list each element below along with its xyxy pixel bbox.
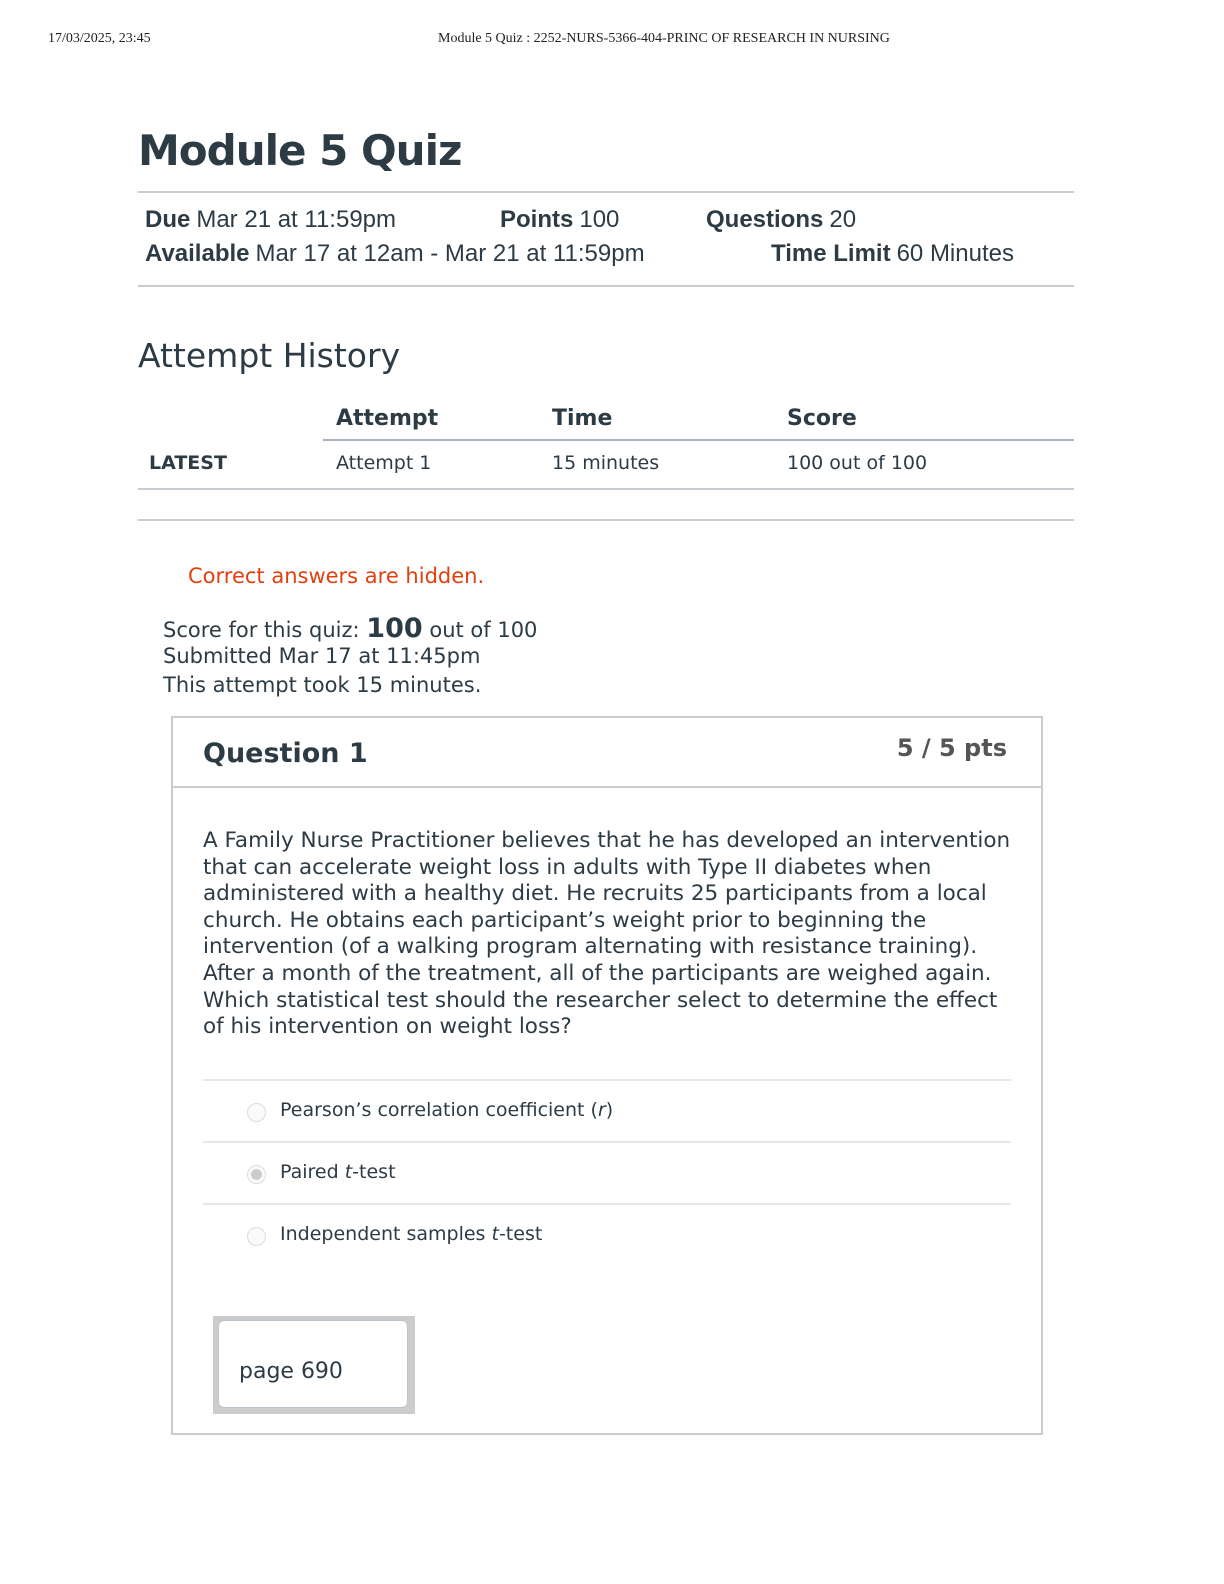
print-page-title: Module 5 Quiz : 2252-NURS-5366-404-PRINC OF RESEARCH IN NURSING xyxy=(438,31,890,46)
divider xyxy=(138,488,1074,490)
column-header-attempt: Attempt xyxy=(336,406,439,431)
question-header xyxy=(173,718,1041,788)
answer-text: Paired xyxy=(280,1161,345,1183)
due-value: Mar 21 at 11:59pm xyxy=(196,206,397,233)
divider xyxy=(323,439,1074,441)
score-suffix: out of 100 xyxy=(422,618,538,642)
radio-button[interactable] xyxy=(247,1227,266,1246)
questions-info xyxy=(706,206,856,234)
answer-label xyxy=(280,1223,542,1245)
answer-italic: r xyxy=(597,1099,606,1121)
answer-label xyxy=(280,1161,396,1183)
time-limit-info xyxy=(771,240,1014,268)
answer-text: ) xyxy=(605,1099,614,1121)
points-info xyxy=(500,206,619,234)
due-label: Due xyxy=(145,206,191,233)
column-header-score: Score xyxy=(787,406,857,431)
answer-label xyxy=(280,1099,613,1121)
time-limit-label: Time Limit xyxy=(771,240,891,267)
divider xyxy=(138,191,1074,193)
questions-label: Questions xyxy=(706,206,824,233)
print-datetime: 17/03/2025, 23:45 xyxy=(48,31,151,46)
comment-box xyxy=(213,1316,415,1414)
points-value: 100 xyxy=(579,206,620,233)
answer-option[interactable] xyxy=(203,1079,1011,1143)
attempt-history-title: Attempt History xyxy=(138,336,401,375)
answer-text: -test xyxy=(352,1161,396,1183)
radio-button-selected[interactable] xyxy=(247,1165,266,1184)
available-label: Available xyxy=(145,240,250,267)
answer-italic: t xyxy=(344,1161,353,1183)
answer-text: Pearson’s correlation coefficient ( xyxy=(280,1099,598,1121)
attempt-link[interactable]: Attempt 1 xyxy=(336,452,432,474)
points-label: Points xyxy=(500,206,574,233)
attempt-score: 100 out of 100 xyxy=(787,452,928,474)
radio-button[interactable] xyxy=(247,1103,266,1122)
column-header-time: Time xyxy=(552,406,613,431)
available-value: Mar 17 at 12am - Mar 21 at 11:59pm xyxy=(255,240,645,267)
available-info xyxy=(145,240,645,268)
answer-italic: t xyxy=(491,1223,499,1245)
latest-tag: LATEST xyxy=(149,452,227,474)
answers-hidden-notice: Correct answers are hidden. xyxy=(188,564,485,588)
answer-text: Independent samples xyxy=(280,1223,492,1245)
submitted-time: Submitted Mar 17 at 11:45pm xyxy=(163,644,481,668)
question-points: 5 / 5 pts xyxy=(896,734,1007,762)
divider xyxy=(138,285,1074,287)
quiz-score xyxy=(163,613,537,644)
comment-bubble xyxy=(218,1320,408,1408)
attempt-time: 15 minutes xyxy=(552,452,660,474)
due-info xyxy=(145,206,396,234)
comment-text: page 690 xyxy=(239,1359,343,1384)
answer-text: -test xyxy=(498,1223,543,1245)
answer-option-selected[interactable] xyxy=(203,1141,1011,1205)
question-text: A Family Nurse Practitioner believes that he has developed an intervention that can accelerate weight loss in adults with Type II diabetes when administered with a healthy diet. He recruits 25 participants from a local church. He obtains each participant’s weight prior to beginning the intervention (of a walking program alternating with resistance training). After a month of the treatment, all of the participants are weighed again. Which statistical test should the researcher select to determine the effect of his intervention on weight loss? xyxy=(203,828,1011,1040)
question-card xyxy=(171,716,1043,1435)
answer-option[interactable] xyxy=(203,1203,1011,1267)
question-title: Question 1 xyxy=(203,738,368,769)
attempt-duration: This attempt took 15 minutes. xyxy=(163,673,482,697)
page-title: Module 5 Quiz xyxy=(138,126,462,175)
questions-value: 20 xyxy=(829,206,857,233)
time-limit-value: 60 Minutes xyxy=(896,240,1014,267)
divider xyxy=(138,519,1074,521)
score-prefix: Score for this quiz: xyxy=(163,618,367,642)
score-value: 100 xyxy=(366,613,423,644)
